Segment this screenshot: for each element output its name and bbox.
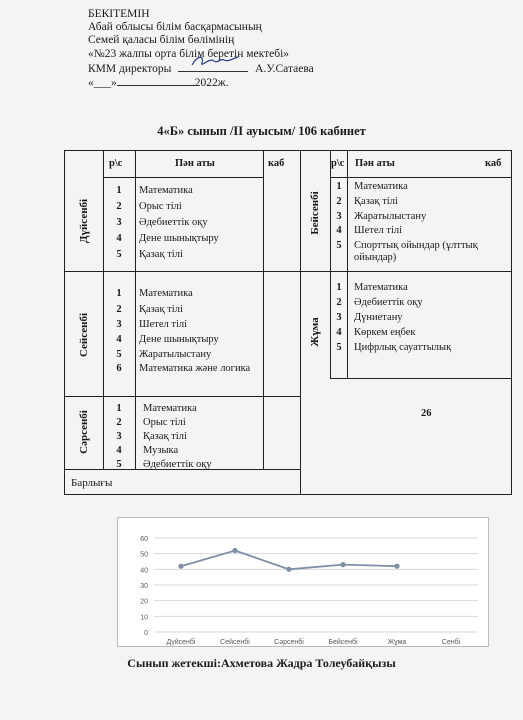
lesson-subject: Спорттық ойындар (ұлттық ойындар) xyxy=(354,240,478,263)
lesson-number: 5 xyxy=(116,349,122,360)
lesson-number: 2 xyxy=(116,417,122,428)
lesson-number: 1 xyxy=(116,403,122,414)
lesson-number: 3 xyxy=(336,312,342,323)
lesson-subject: Математика және логика xyxy=(139,363,251,374)
y-tick-label: 0 xyxy=(144,630,148,637)
lesson-subject: Дене шынықтыру xyxy=(139,233,219,244)
date-line xyxy=(88,76,314,90)
lesson-subject: Әдебиеттік оқу xyxy=(139,217,208,228)
col-subject-left: Пән аты xyxy=(175,158,215,169)
page-title: 4«Б» сынып /II ауысым/ 106 кабинет xyxy=(157,124,366,138)
x-tick-label: Бейсенбі xyxy=(328,639,358,646)
approval-line-2: Семей қаласы білім бөлімінің xyxy=(88,34,235,47)
lesson-number: 5 xyxy=(336,342,342,353)
lesson-subject: Орыс тілі xyxy=(139,201,182,212)
lesson-number: 3 xyxy=(116,217,122,228)
lesson-number: 1 xyxy=(336,181,342,192)
lesson-subject: Математика xyxy=(139,185,193,196)
lesson-number: 5 xyxy=(116,459,122,470)
day-thursday: Бейсенбі xyxy=(309,191,321,235)
lesson-subject: Музыка xyxy=(143,445,179,456)
data-point xyxy=(340,562,345,567)
lesson-number: 1 xyxy=(336,282,342,293)
data-point xyxy=(286,567,291,572)
timetable xyxy=(64,150,512,495)
signature-icon xyxy=(190,53,240,69)
col-subject-right: Пән аты xyxy=(355,158,395,169)
lesson-number: 1 xyxy=(116,288,122,299)
lesson-subject: Математика xyxy=(354,282,408,293)
lesson-subject: Дүниетану xyxy=(354,312,403,323)
lesson-subject: Әдебиеттік оқу xyxy=(143,459,212,470)
lesson-subject: Шетел тілі xyxy=(354,225,403,236)
lesson-number: 2 xyxy=(116,304,122,315)
x-tick-label: Жұма xyxy=(387,639,407,646)
x-tick-label: Сейсенбі xyxy=(220,639,250,646)
day-tuesday: Сейсенбі xyxy=(78,312,90,358)
lesson-number: 3 xyxy=(336,211,342,222)
y-tick-label: 20 xyxy=(140,598,148,606)
y-tick-label: 40 xyxy=(140,567,148,575)
lesson-number: 1 xyxy=(116,185,122,196)
lesson-subject: Математика xyxy=(354,181,408,192)
day-wednesday: Сәрсенбі xyxy=(78,410,90,454)
lesson-subject: Цифрлық сауаттылық xyxy=(354,342,452,353)
approval-line-3: «№23 жалпы орта білім беретін мектебі» xyxy=(88,47,290,60)
lesson-subject: Жаратылыстану xyxy=(354,211,427,222)
x-tick-label: Сәрсенбі xyxy=(274,639,304,646)
day-friday: Жұма xyxy=(309,317,321,347)
lesson-number: 5 xyxy=(116,249,122,260)
total-label: Барлығы xyxy=(71,477,113,489)
lesson-subject: Қазақ тілі xyxy=(143,431,187,442)
director-label: КММ директоры xyxy=(88,62,172,75)
lesson-number: 4 xyxy=(116,445,122,456)
col-num-left: р\с xyxy=(109,158,123,169)
lesson-number: 6 xyxy=(116,363,122,374)
director-line xyxy=(88,61,314,76)
lesson-number: 2 xyxy=(336,297,342,308)
class-teacher: Сынып жетекші:Ахметова Жадра Толеубайқызы xyxy=(127,656,396,670)
lesson-number: 4 xyxy=(336,225,342,236)
lesson-subject: Орыс тілі xyxy=(143,417,186,428)
x-tick-label: Сенбі xyxy=(441,639,461,646)
y-tick-label: 50 xyxy=(140,551,148,559)
lesson-subject: Қазақ тілі xyxy=(354,196,398,207)
y-tick-label: 30 xyxy=(140,583,148,590)
lesson-subject: Әдебиеттік оқу xyxy=(354,297,423,308)
approve-label: БЕКІТЕМІН xyxy=(88,8,150,20)
col-room-left: каб xyxy=(268,158,285,169)
total-value: 26 xyxy=(421,408,432,419)
lesson-number: 3 xyxy=(116,319,122,330)
col-room-right: каб xyxy=(485,158,502,169)
approval-block xyxy=(88,8,314,90)
x-tick-label: Дүйсенбі xyxy=(166,639,196,646)
director-name: А.У.Сатаева xyxy=(255,62,314,75)
date-suffix: 2022ж. xyxy=(194,77,229,90)
lesson-subject: Көркем еңбек xyxy=(354,327,416,338)
lesson-number: 4 xyxy=(336,327,342,338)
day-monday: Дүйсенбі xyxy=(78,198,90,244)
lesson-number: 5 xyxy=(336,240,342,251)
lesson-number: 4 xyxy=(116,334,122,345)
lesson-subject: Қазақ тілі xyxy=(139,304,183,315)
lesson-number: 2 xyxy=(116,201,122,212)
lesson-number: 2 xyxy=(336,196,342,207)
lesson-subject: Математика xyxy=(139,288,193,299)
lesson-number: 4 xyxy=(116,233,122,244)
lesson-subject: Жаратылыстану xyxy=(139,349,212,360)
signature xyxy=(178,61,248,72)
lessons-chart xyxy=(117,517,489,647)
lesson-subject: Шетел тілі xyxy=(139,319,188,330)
y-tick-label: 60 xyxy=(140,536,148,543)
line-chart xyxy=(118,518,488,646)
data-point xyxy=(178,564,183,569)
approval-line-1: Абай облысы білім басқармасының xyxy=(88,21,262,34)
data-point xyxy=(394,564,399,569)
data-point xyxy=(232,548,237,553)
col-num-right: р\с xyxy=(331,158,345,169)
y-tick-label: 10 xyxy=(140,614,148,622)
lesson-number: 3 xyxy=(116,431,122,442)
lesson-subject: Математика xyxy=(143,403,197,414)
date-prefix: «___» xyxy=(88,77,117,90)
lesson-subject: Дене шынықтыру xyxy=(139,334,219,345)
lesson-subject: Қазақ тілі xyxy=(139,249,183,260)
